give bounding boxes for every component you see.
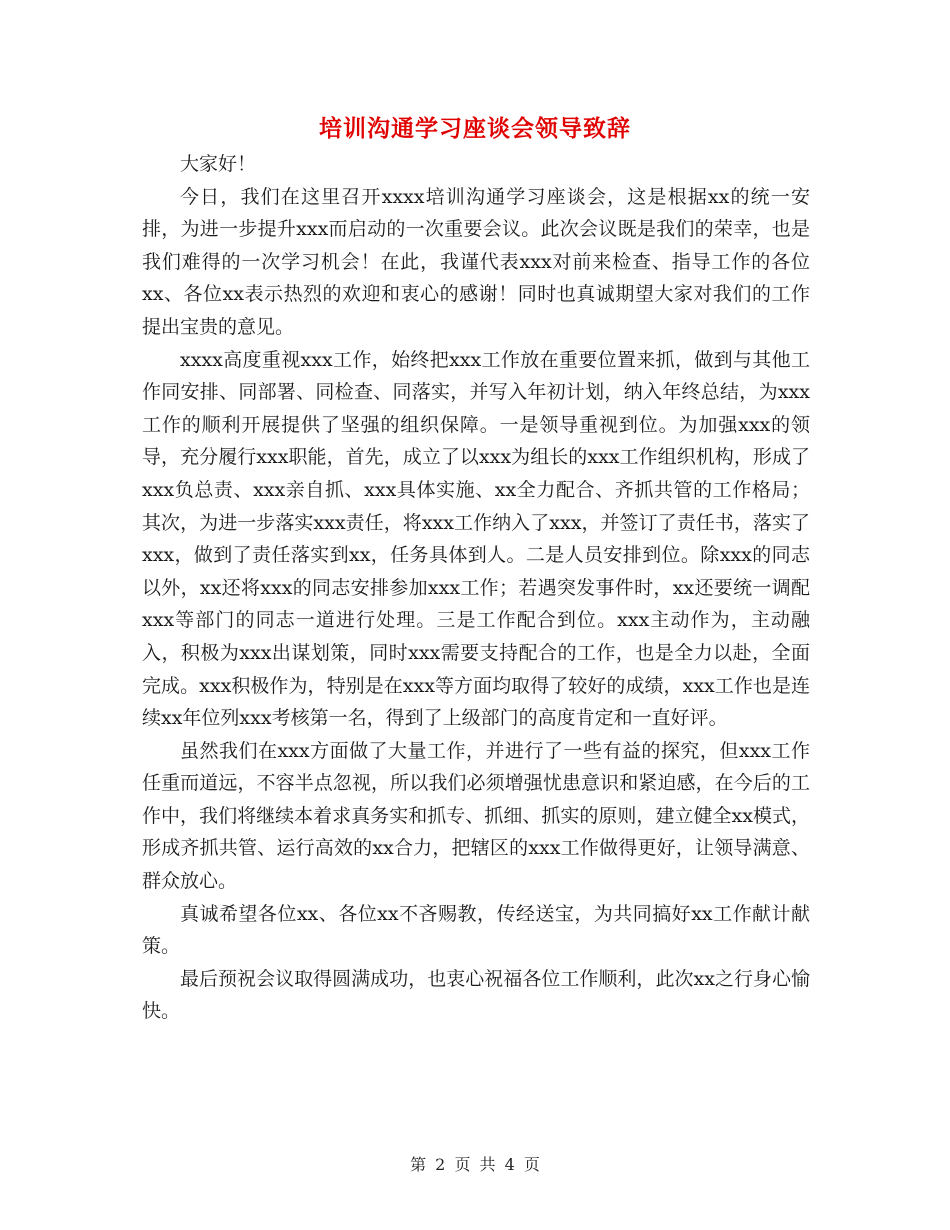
body-paragraph-4: 真诚希望各位xx、各位xx不吝赐教，传经送宝，为共同搞好xx工作献计献策。: [142, 902, 810, 958]
body-paragraph-1: 今日，我们在这里召开xxxx培训沟通学习座谈会，这是根据xx的统一安排，为进一步提升xxx而启动的一次重要会议。此次会议既是我们的荣幸，也是我们难得的一次学习机会！在此，我谨代表xxx对前来检查、指导工作的各位xx、各位xx表示热烈的欢迎和衷心的感谢！同时也真诚期望大家对我们的工作提出宝贵的意见。: [142, 185, 810, 338]
greeting-paragraph: 大家好！: [180, 153, 257, 175]
document-title: 培训沟通学习座谈会领导致辞: [319, 115, 631, 142]
body-paragraph-3: 虽然我们在xxx方面做了大量工作，并进行了一些有益的探究，但xxx工作任重而道远，不容半点忽视，所以我们必须增强忧患意识和紧迫感，在今后的工作中，我们将继续本着求真务实和抓专、抓细、抓实的原则，建立健全xx模式，形成齐抓共管、运行高效的xx合力，把辖区的xxx工作做得更好，让领导满意、群众放心。: [142, 739, 810, 893]
document-body: [142, 148, 810, 1028]
body-paragraph-5: 最后预祝会议取得圆满成功，也衷心祝福各位工作顺利，此次xx之行身心愉快。: [142, 967, 810, 1023]
body-paragraph-2: xxxx高度重视xxx工作，始终把xxx工作放在重要位置来抓，做到与其他工作同安排、同部署、同检查、同落实，并写入年初计划，纳入年终总结，为xxx工作的顺利开展提供了坚强的组织保障。一是领导重视到位。为加强xxx的领导，充分履行xxx职能，首先，成立了以xxx为组长的xxx工作组织机构，形成了xxx负总责、xxx亲自抓、xxx具体实施、xx全力配合、齐抓共管的工作格局；其次，为进一步落实xxx责任，将xxx工作纳入了xxx，并签订了责任书，落实了xxx，做到了责任落实到xx，任务具体到人。二是人员安排到位。除xxx的同志以外，xx还将xxx的同志安排参加xxx工作；若遇突发事件时，xx还要统一调配xxx等部门的同志一道进行处理。三是工作配合到位。xxx主动作为，主动融入，积极为xxx出谋划策，同时xxx需要支持配合的工作，也是全力以赴，全面完成。xxx积极作为，特别是在xxx等方面均取得了较好的成绩，xxx工作也是连续xx年位列xxx考核第一名，得到了上级部门的高度肯定和一直好评。: [142, 348, 810, 730]
page-number-footer: 第 2 页 共 4 页: [410, 1155, 540, 1174]
